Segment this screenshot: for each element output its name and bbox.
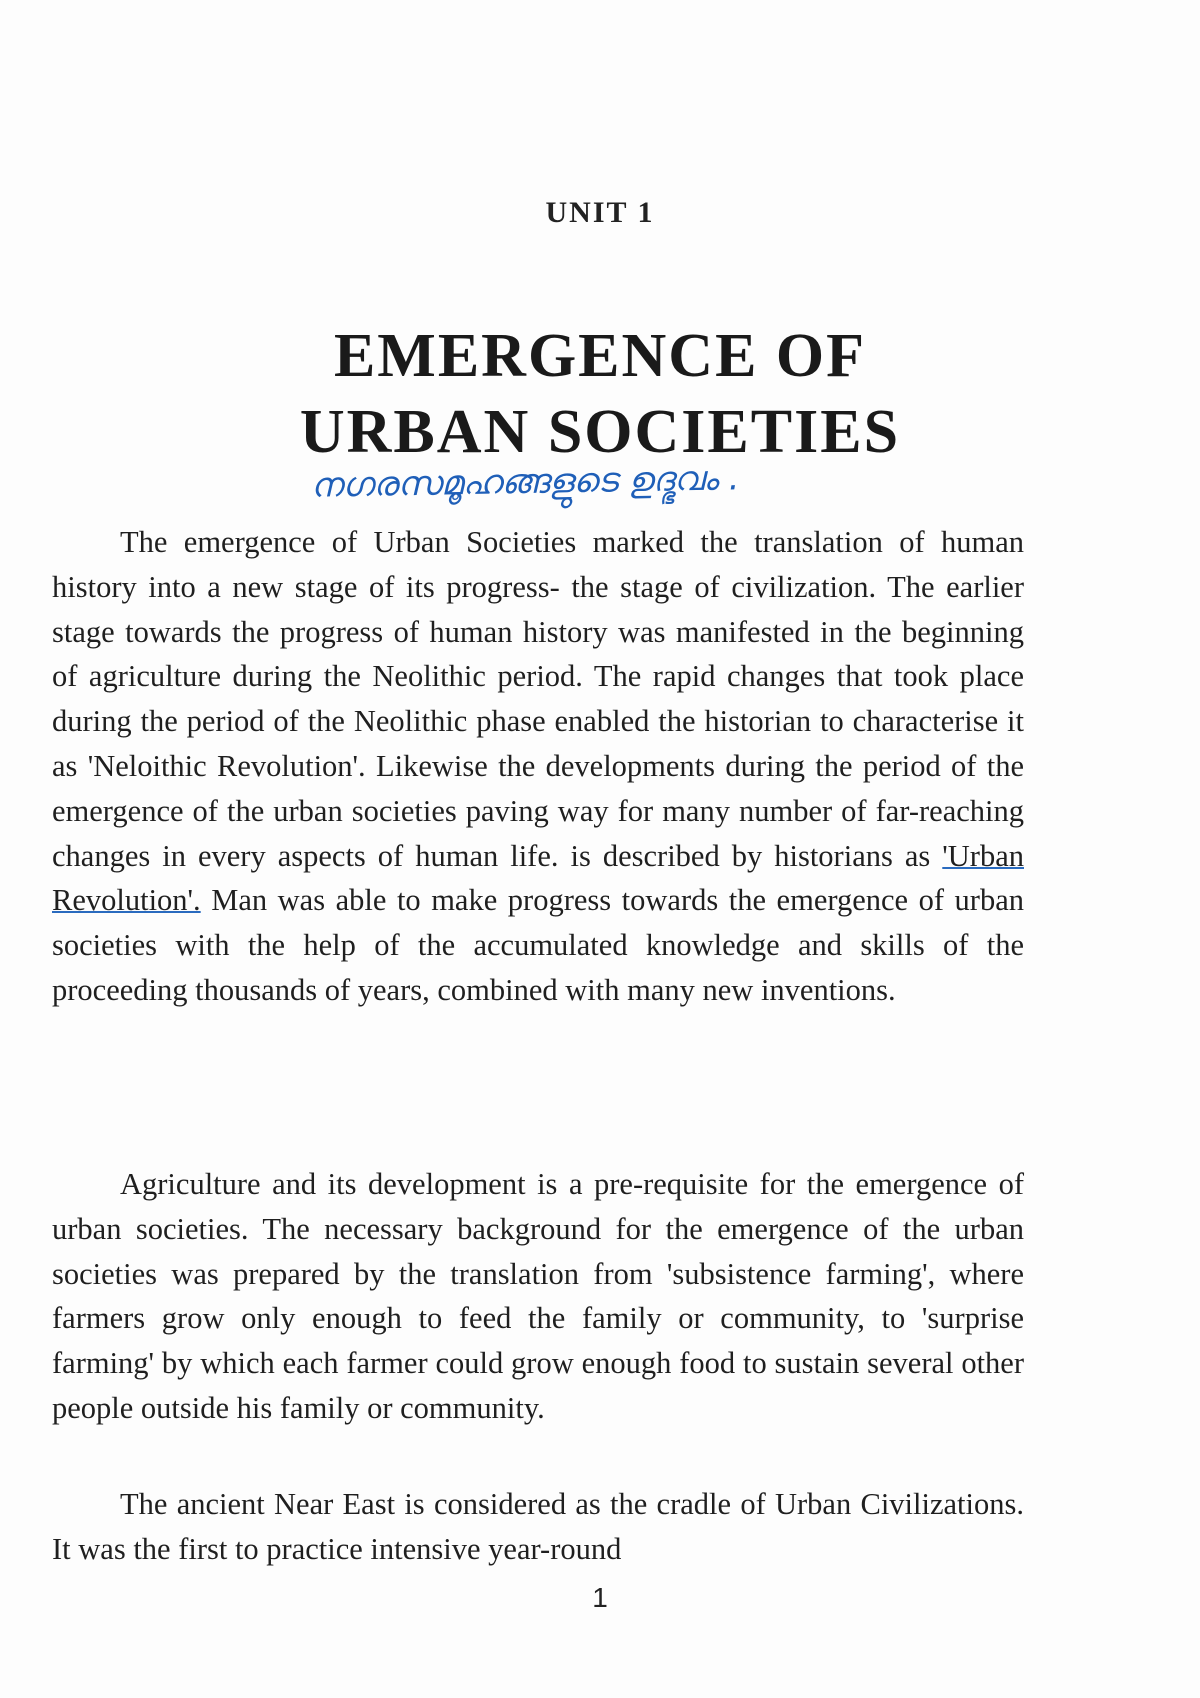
handwritten-annotation: നഗരസമൂഹങ്ങളുടെ ഉദ്ഭവം . [310,458,740,506]
chapter-title-line-1: EMERGENCE OF [333,322,867,390]
paragraph-2: Agriculture and its development is a pre-requisite for the emergence of urban societies. The necessary background for the emergence of the urban societies was prepared by the translation from 'subsistence farming', where farmers grow only enough to feed the family or community, to 'surprise farming' by which each farmer could grow enough food to sustain several other people outside his family or community. [52,1167,1024,1425]
unit-label: UNIT 1 [545,196,655,229]
paragraph-3: The ancient Near East is considered as the cradle of Urban Civilizations. It was the first to practice intensive year-round [52,1487,1024,1566]
paragraph-1-text: The emergence of Urban Societies marked the translation of human history into a new stage of its progress- the stage of civilization. The earlier stage towards the progress of human history was manifested in the beginning of agriculture during the Neolithic period. The rapid changes that took place during the period of the Neolithic phase enabled the historian to characterise it as 'Neloithic Revolution'. Likewise the developments during the period of the emergence of the urban societies paving way for many number of far-reaching changes in every aspects of human life. is described by historians as [52,525,1024,873]
paragraph-1 [52,520,1024,1013]
underlined-phrase: 'Urban Revolution'. [52,838,1024,918]
paragraph-1-continuation: Man was able to make progress towards the emergence of urban societies with the help of the accumulated knowledge and skills of the proceeding thousands of years, combined with many new inventions. [52,883,1024,1007]
chapter-title [0,318,1200,470]
chapter-title-line-2: URBAN SOCIETIES [299,398,901,466]
page-number: 1 [592,1582,608,1613]
